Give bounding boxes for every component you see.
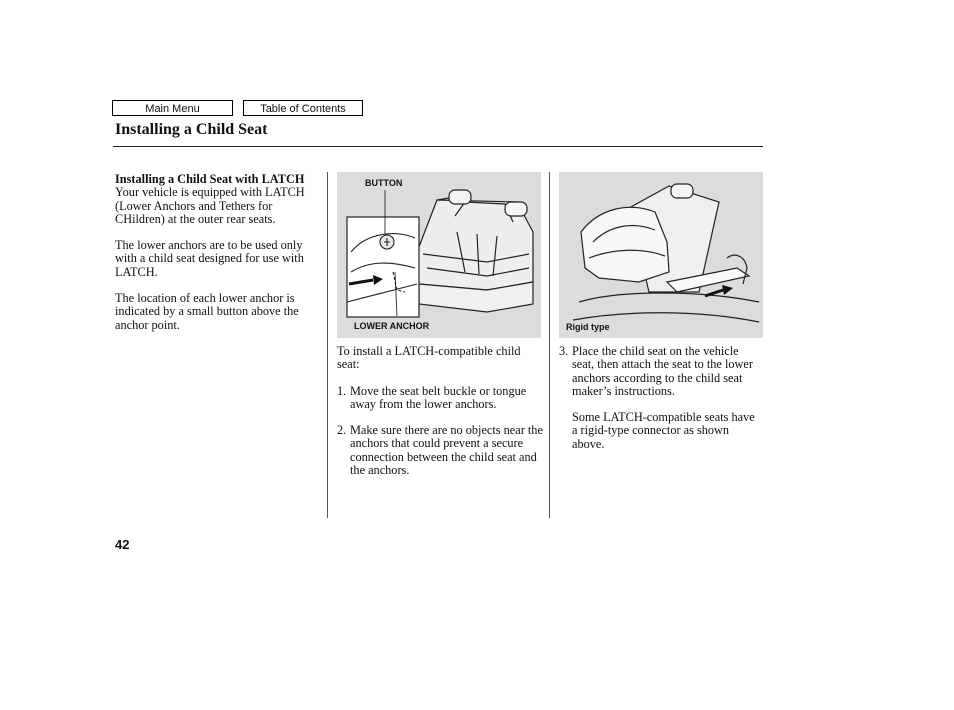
main-menu-button[interactable]: Main Menu [112, 100, 233, 116]
step-2-text: Make sure there are no objects near the anchors that could prevent a secure connection between the child seat and the anchors. [350, 423, 543, 478]
paragraph-anchor-use: The lower anchors are to be used only with a child seat designed for use with LATCH. [115, 238, 304, 279]
column-divider-right [549, 172, 550, 518]
page-number: 42 [115, 537, 130, 552]
middle-column [337, 345, 545, 490]
rigid-type-label: Rigid type [566, 322, 610, 332]
install-intro: To install a LATCH-compatible child seat: [337, 344, 521, 372]
lower-anchor-label: LOWER ANCHOR [354, 321, 430, 331]
rear-seat-drawing [337, 172, 541, 338]
child-seat-drawing [559, 172, 763, 338]
step-2 [337, 424, 545, 477]
table-of-contents-button[interactable]: Table of Contents [243, 100, 363, 116]
step-2-number: 2. [337, 423, 347, 438]
step-1-number: 1. [337, 383, 347, 398]
rigid-type-note: Some LATCH-compatible seats have a rigid-type connector as shown above. [572, 410, 755, 451]
left-column [115, 173, 323, 345]
right-column [559, 345, 763, 464]
paragraph-latch-equipped: Your vehicle is equipped with LATCH (Lower Anchors and Tethers for CHildren) at the outer rear seats. [115, 185, 305, 226]
step-1 [337, 385, 545, 412]
paragraph-anchor-location: The location of each lower anchor is indicated by a small button above the anchor point. [115, 291, 299, 332]
step-3-text: Place the child seat on the vehicle seat, then attach the seat to the lower anchors according to the child seat maker’s instructions. [572, 344, 753, 398]
column-divider-left [327, 172, 328, 518]
rigid-type-illustration [559, 172, 763, 338]
page-title: Installing a Child Seat [115, 121, 268, 138]
step-3 [559, 345, 763, 398]
button-label: BUTTON [365, 178, 403, 188]
step-3-number: 3. [559, 344, 569, 358]
step-1-text: Move the seat belt buckle or tongue away from the lower anchors. [350, 383, 527, 411]
section-subheading: Installing a Child Seat with LATCH [115, 172, 305, 186]
latch-anchor-illustration [337, 172, 541, 338]
title-divider [113, 146, 763, 147]
